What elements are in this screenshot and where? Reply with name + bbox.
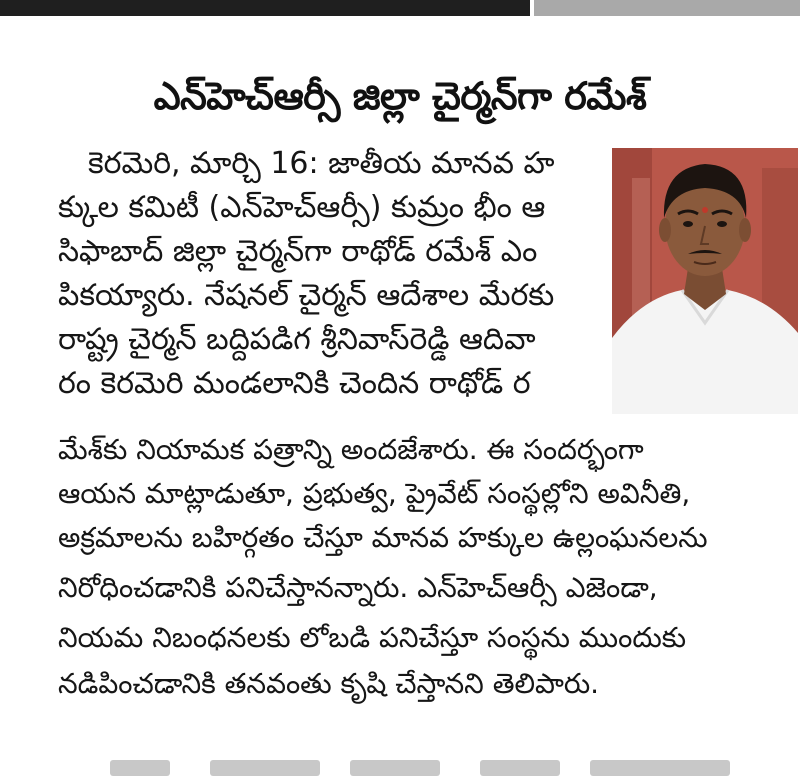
article-text-line: నడిపించడానికి తనవంతు కృషి చేస్తానని తెలిపారు. bbox=[58, 667, 600, 700]
article-headline: ఎన్‌హెచ్‌ఆర్సీ జిల్లా చైర్మన్‌గా రమేశ్ bbox=[153, 74, 647, 118]
person-portrait-icon bbox=[612, 148, 798, 414]
article-text-line: మేశ్‌కు నియామక పత్రాన్ని అందజేశారు. ఈ సందర్భంగా bbox=[58, 433, 644, 466]
article-text-line: పికయ్యారు. నేషనల్ చైర్మన్ ఆదేశాల మేరకు bbox=[58, 278, 555, 313]
article-text-line: నియమ నిబంధనలకు లోబడి పనిచేస్తూ సంస్థను ముందుకు bbox=[58, 621, 687, 654]
top-banner-dark-segment bbox=[0, 0, 530, 16]
top-banner-light-segment bbox=[534, 0, 800, 16]
article-text-line: రాష్ట్ర చైర్మన్ బద్దిపడిగ శ్రీనివాస్‌రెడ్డి ఆదివా bbox=[58, 322, 536, 357]
person-portrait-photo bbox=[612, 148, 798, 414]
article-text-line: కెరమెరి, మార్చి 16: జాతీయ మానవ హ bbox=[88, 146, 555, 181]
top-banner-bar bbox=[0, 0, 800, 16]
article-text-line: అక్రమాలను బహిర్గతం చేస్తూ మానవ హక్కుల ఉల్లంఘనలను bbox=[58, 521, 708, 554]
cropped-next-line bbox=[0, 752, 800, 776]
article-text-line: రం కెరమెరి మండలానికి చెందిన రాథోడ్ ర bbox=[58, 366, 531, 401]
article-text-line: నిరోధించడానికి పనిచేస్తానన్నారు. ఎన్‌హెచ్‌ఆర్సీ ఎజెండా, bbox=[58, 571, 658, 604]
article-text-line: సిఫాబాద్ జిల్లా చైర్మన్‌గా రాథోడ్ రమేశ్ ఎం bbox=[58, 234, 538, 269]
article-text-line: ఆయన మాట్లాడుతూ, ప్రభుత్వ, ప్రైవేట్ సంస్థల్లోని అవినీతి, bbox=[58, 477, 691, 510]
article-text-line: క్కుల కమిటీ (ఎన్‌హెచ్‌ఆర్సీ) కుమ్రం భీం ఆ bbox=[58, 190, 546, 225]
